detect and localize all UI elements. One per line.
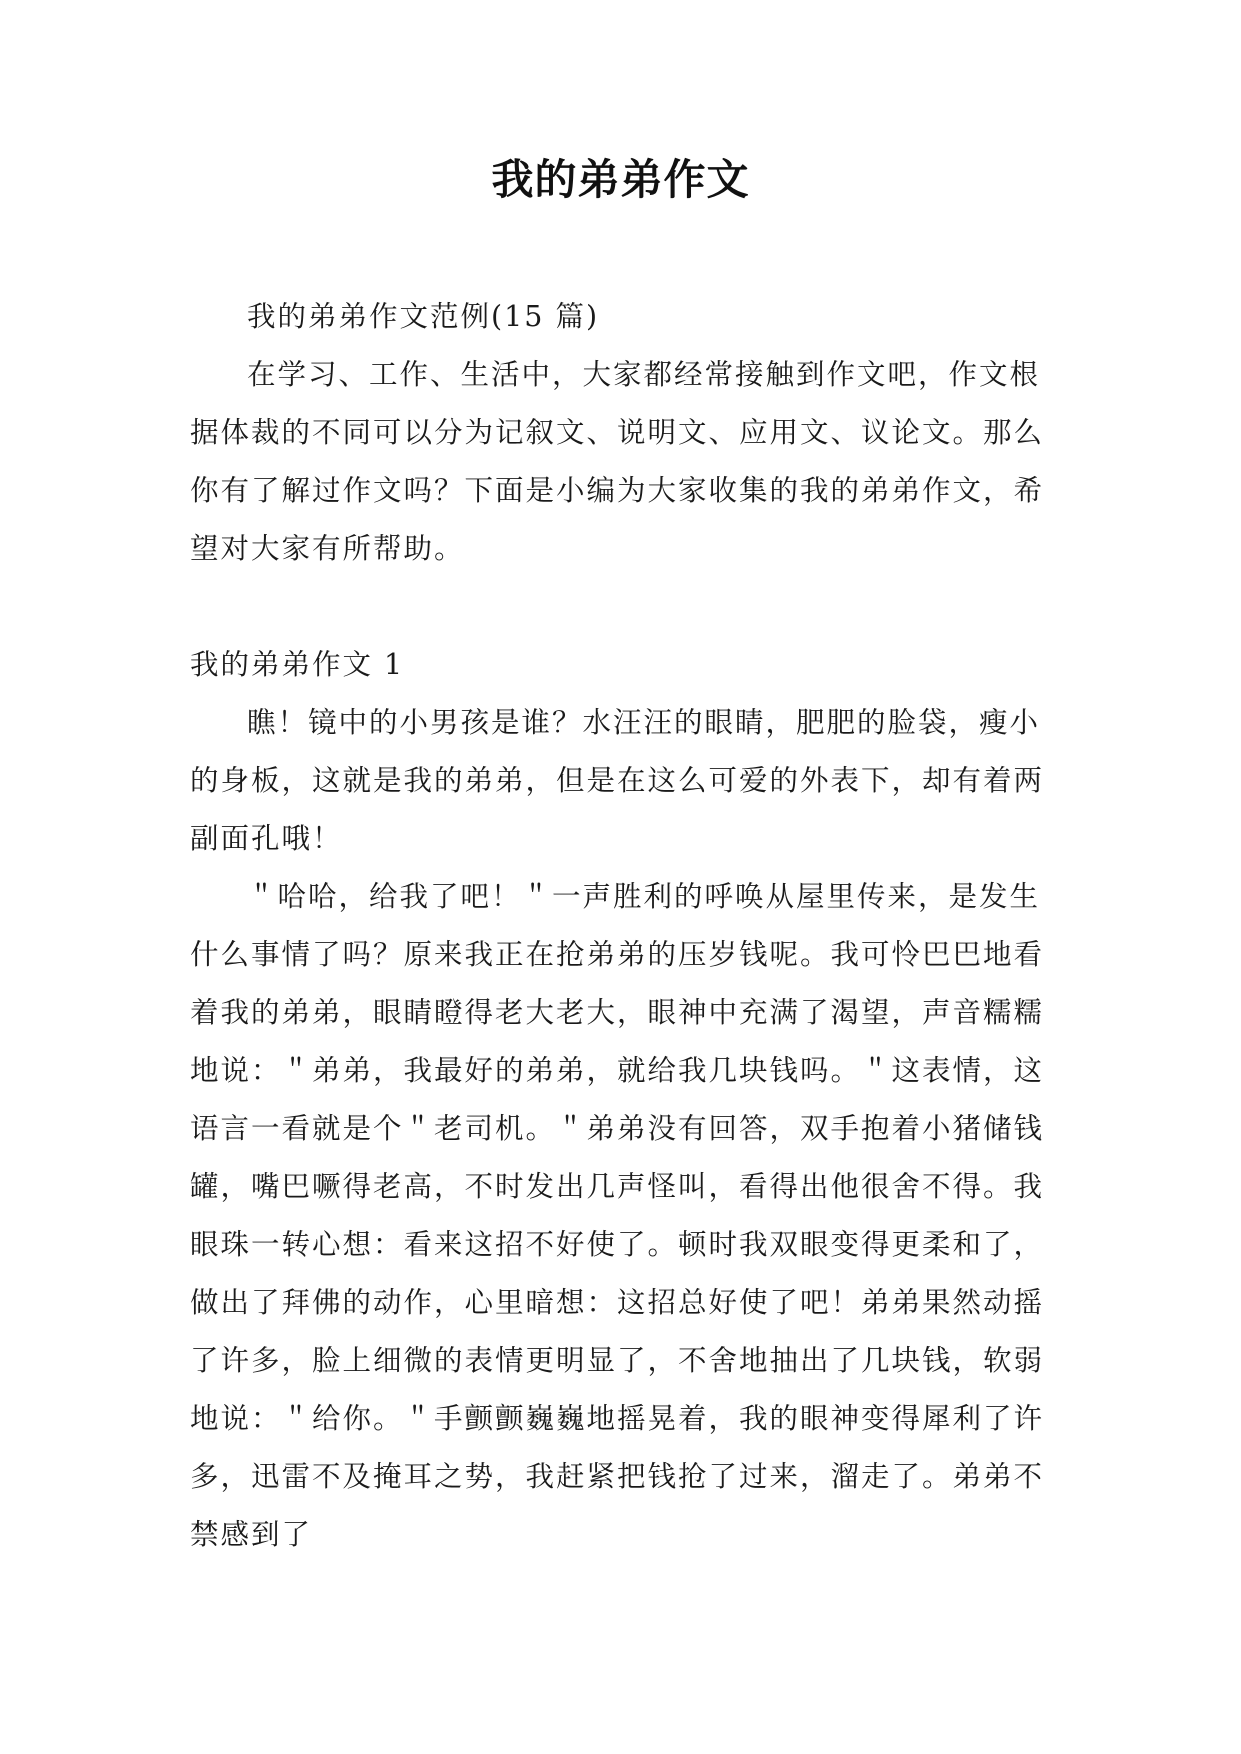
document-subtitle: 我的弟弟作文范例(15 篇) xyxy=(247,300,600,333)
section-heading: 我的弟弟作文 1 xyxy=(190,648,405,681)
document-body xyxy=(190,288,1050,1564)
intro-paragraph: 在学习、工作、生活中，大家都经常接触到作文吧，作文根据体裁的不同可以分为记叙文、说明文、应用文、议论文。那么你有了解过作文吗？下面是小编为大家收集的我的弟弟作文，希望对大家有所帮助。 xyxy=(190,358,1045,565)
section-spacer xyxy=(190,578,1050,636)
body-paragraph: 瞧！镜中的小男孩是谁？水汪汪的眼睛，肥肥的脸袋，瘦小的身板，这就是我的弟弟，但是在这么可爱的外表下，却有着两副面孔哦！ xyxy=(190,706,1045,855)
body-paragraph: ＂哈哈，给我了吧！＂一声胜利的呼唤从屋里传来，是发生什么事情了吗？原来我正在抢弟弟的压岁钱呢。我可怜巴巴地看着我的弟弟，眼睛瞪得老大老大，眼神中充满了渴望，声音糯糯地说：＂弟弟，我最好的弟弟，就给我几块钱吗。＂这表情，这语言一看就是个＂老司机。＂弟弟没有回答，双手抱着小猪储钱罐，嘴巴噘得老高，不时发出几声怪叫，看得出他很舍不得。我眼珠一转心想：看来这招不好使了。顿时我双眼变得更柔和了，做出了拜佛的动作，心里暗想：这招总好使了吧！弟弟果然动摇了许多，脸上细微的表情更明显了，不舍地抽出了几块钱，软弱地说：＂给你。＂手颤颤巍巍地摇晃着，我的眼神变得犀利了许多，迅雷不及掩耳之势，我赶紧把钱抢了过来，溜走了。弟弟不禁感到了 xyxy=(190,880,1045,1551)
document-title: 我的弟弟作文 xyxy=(491,155,750,204)
